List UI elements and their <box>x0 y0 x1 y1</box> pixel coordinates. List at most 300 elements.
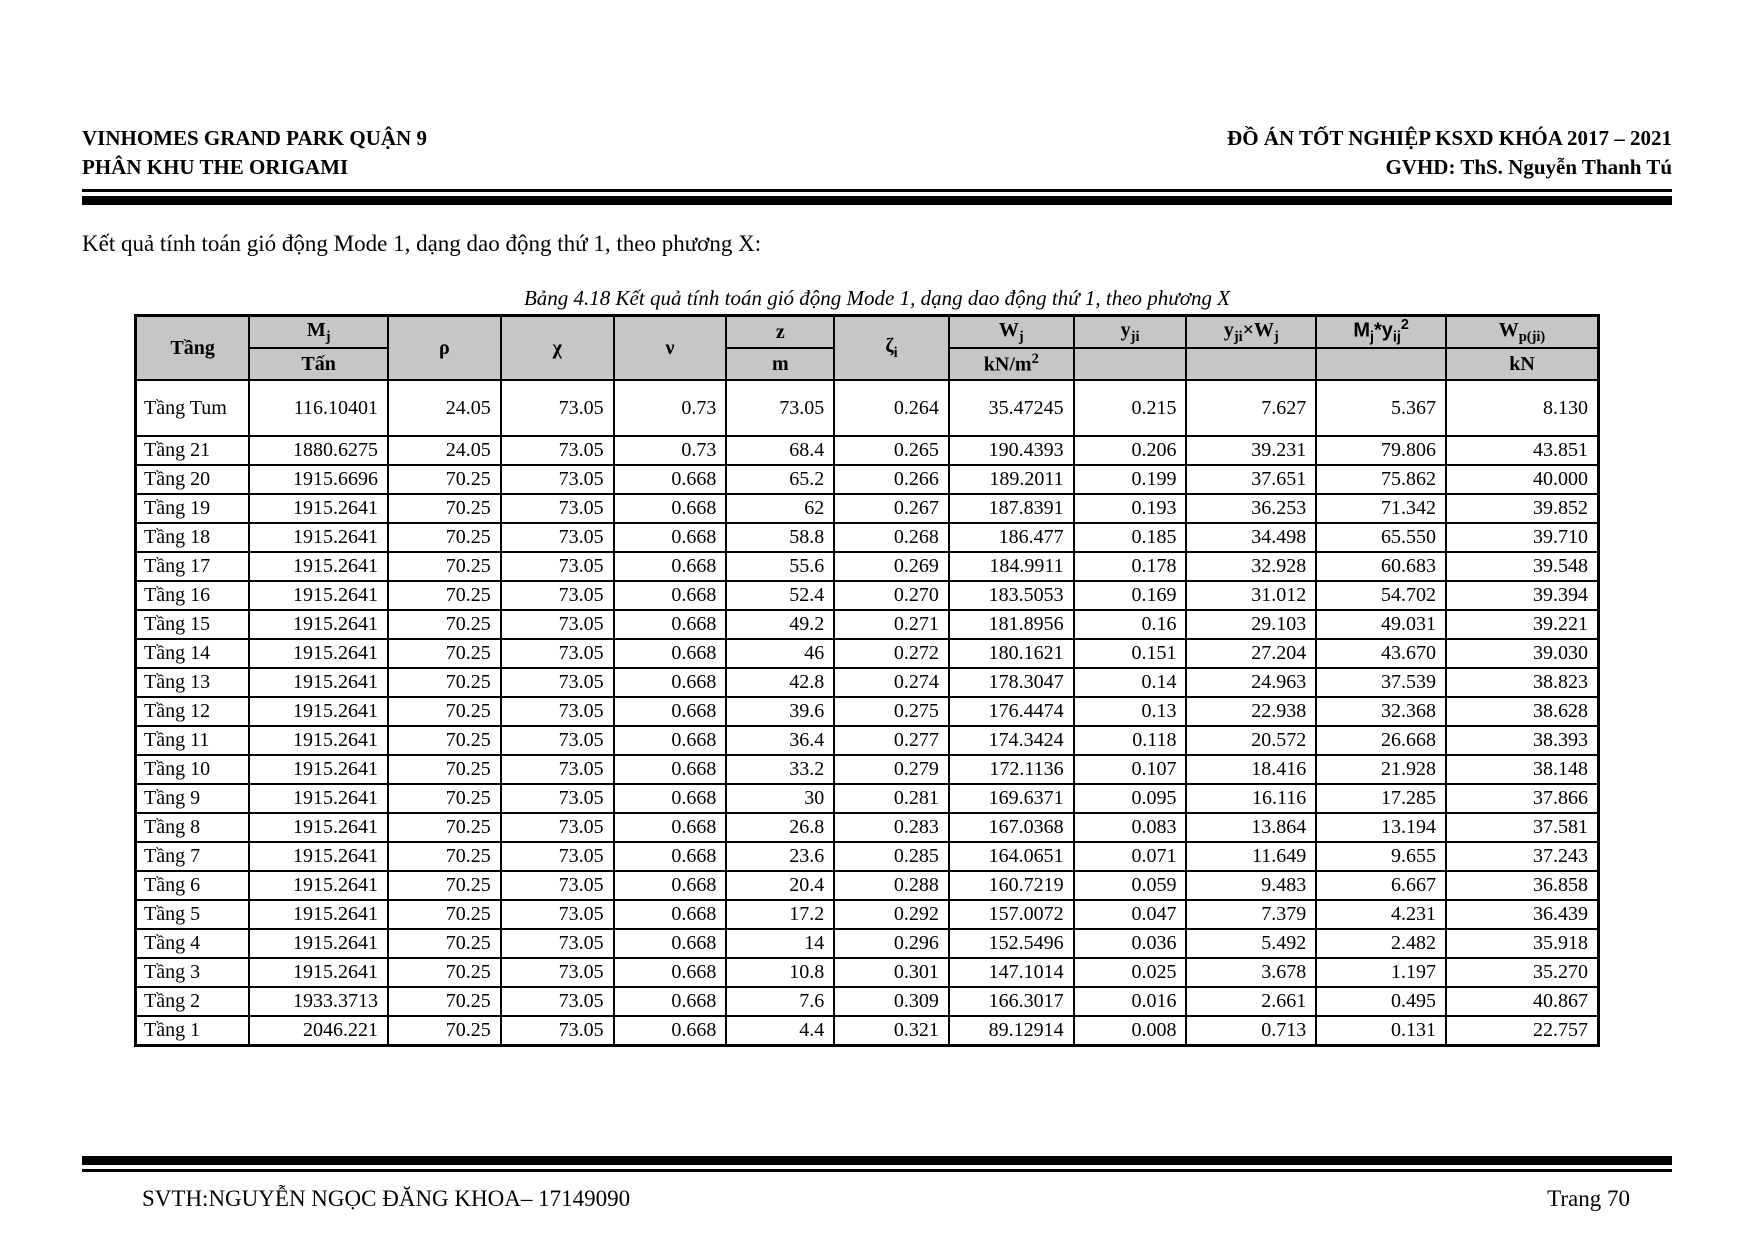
data-cell: 1915.2641 <box>249 581 388 610</box>
data-cell: 24.05 <box>388 380 501 436</box>
data-cell: 54.702 <box>1316 581 1446 610</box>
data-cell: 39.852 <box>1446 494 1599 523</box>
data-cell: 157.0072 <box>949 900 1074 929</box>
data-cell: 0.668 <box>614 784 727 813</box>
data-cell: 0.279 <box>834 755 949 784</box>
data-cell: 52.4 <box>726 581 834 610</box>
data-cell: 73.05 <box>501 523 614 552</box>
story-label: Tầng 5 <box>136 900 250 929</box>
table-body <box>136 380 1599 1045</box>
data-cell: 39.6 <box>726 697 834 726</box>
data-cell: 73.05 <box>501 494 614 523</box>
table-row <box>136 581 1599 610</box>
data-cell: 0.095 <box>1074 784 1187 813</box>
data-cell: 73.05 <box>501 610 614 639</box>
data-cell: 0.275 <box>834 697 949 726</box>
data-cell: 0.283 <box>834 813 949 842</box>
data-cell: 70.25 <box>388 1016 501 1045</box>
data-cell: 0.118 <box>1074 726 1187 755</box>
data-cell: 20.572 <box>1186 726 1316 755</box>
data-cell: 70.25 <box>388 465 501 494</box>
data-cell: 116.10401 <box>249 380 388 436</box>
data-cell: 70.25 <box>388 755 501 784</box>
data-cell: 178.3047 <box>949 668 1074 697</box>
data-cell: 38.148 <box>1446 755 1599 784</box>
data-cell: 35.270 <box>1446 958 1599 987</box>
data-cell: 1915.2641 <box>249 552 388 581</box>
data-cell: 37.651 <box>1186 465 1316 494</box>
data-cell: 1933.3713 <box>249 987 388 1016</box>
header-right-block <box>1227 124 1672 182</box>
data-cell: 13.864 <box>1186 813 1316 842</box>
header-rule-thick <box>82 196 1672 205</box>
data-cell: 73.05 <box>501 784 614 813</box>
data-cell: 70.25 <box>388 726 501 755</box>
story-label: Tầng 1 <box>136 1016 250 1045</box>
data-cell: 169.6371 <box>949 784 1074 813</box>
story-label: Tầng Tum <box>136 380 250 436</box>
data-cell: 0.16 <box>1074 610 1187 639</box>
data-cell: 14 <box>726 929 834 958</box>
data-cell: 70.25 <box>388 494 501 523</box>
data-cell: 37.866 <box>1446 784 1599 813</box>
data-cell: 0.277 <box>834 726 949 755</box>
data-cell: 164.0651 <box>949 842 1074 871</box>
table-row <box>136 436 1599 465</box>
data-cell: 73.05 <box>501 871 614 900</box>
data-cell: 0.285 <box>834 842 949 871</box>
data-cell: 1915.2641 <box>249 929 388 958</box>
table-row <box>136 668 1599 697</box>
data-cell: 0.668 <box>614 726 727 755</box>
data-cell: 0.73 <box>614 436 727 465</box>
story-label: Tầng 21 <box>136 436 250 465</box>
story-label: Tầng 11 <box>136 726 250 755</box>
data-cell: 22.757 <box>1446 1016 1599 1045</box>
col-unit-mj-yij2 <box>1316 348 1446 380</box>
table-row <box>136 494 1599 523</box>
data-cell: 60.683 <box>1316 552 1446 581</box>
data-cell: 35.47245 <box>949 380 1074 436</box>
data-cell: 39.221 <box>1446 610 1599 639</box>
data-cell: 0.668 <box>614 610 727 639</box>
data-cell: 70.25 <box>388 813 501 842</box>
data-cell: 73.05 <box>501 958 614 987</box>
data-cell: 27.204 <box>1186 639 1316 668</box>
data-cell: 0.169 <box>1074 581 1187 610</box>
data-cell: 181.8956 <box>949 610 1074 639</box>
story-label: Tầng 8 <box>136 813 250 842</box>
data-cell: 70.25 <box>388 610 501 639</box>
data-cell: 0.269 <box>834 552 949 581</box>
data-cell: 166.3017 <box>949 987 1074 1016</box>
data-cell: 17.2 <box>726 900 834 929</box>
data-cell: 1915.2641 <box>249 668 388 697</box>
data-cell: 73.05 <box>726 380 834 436</box>
data-cell: 70.25 <box>388 668 501 697</box>
project-title-line: VINHOMES GRAND PARK QUẬN 9 <box>82 126 427 150</box>
data-cell: 70.25 <box>388 842 501 871</box>
table-row <box>136 929 1599 958</box>
table-row <box>136 842 1599 871</box>
data-cell: 0.193 <box>1074 494 1187 523</box>
data-cell: 68.4 <box>726 436 834 465</box>
data-cell: 30 <box>726 784 834 813</box>
data-cell: 70.25 <box>388 523 501 552</box>
data-cell: 7.379 <box>1186 900 1316 929</box>
table-row <box>136 987 1599 1016</box>
data-cell: 176.4474 <box>949 697 1074 726</box>
table-row <box>136 639 1599 668</box>
data-cell: 1880.6275 <box>249 436 388 465</box>
footer-row <box>82 1186 1672 1212</box>
data-cell: 32.928 <box>1186 552 1316 581</box>
col-unit-wp-ji: kN <box>1446 348 1599 380</box>
data-cell: 73.05 <box>501 755 614 784</box>
data-cell: 10.8 <box>726 958 834 987</box>
data-cell: 1915.6696 <box>249 465 388 494</box>
project-subtitle-line: PHÂN KHU THE ORIGAMI <box>82 155 349 179</box>
data-cell: 22.938 <box>1186 697 1316 726</box>
data-cell: 38.823 <box>1446 668 1599 697</box>
data-cell: 23.6 <box>726 842 834 871</box>
data-cell: 26.668 <box>1316 726 1446 755</box>
page-number: Trang 70 <box>1547 1186 1630 1211</box>
data-cell: 7.627 <box>1186 380 1316 436</box>
data-cell: 73.05 <box>501 987 614 1016</box>
table-row <box>136 726 1599 755</box>
data-cell: 70.25 <box>388 581 501 610</box>
data-cell: 0.668 <box>614 1016 727 1045</box>
data-cell: 46 <box>726 639 834 668</box>
data-cell: 24.963 <box>1186 668 1316 697</box>
data-cell: 65.550 <box>1316 523 1446 552</box>
story-label: Tầng 3 <box>136 958 250 987</box>
table-row <box>136 900 1599 929</box>
table-row <box>136 871 1599 900</box>
data-cell: 73.05 <box>501 552 614 581</box>
data-cell: 34.498 <box>1186 523 1316 552</box>
data-cell: 0.713 <box>1186 1016 1316 1045</box>
story-label: Tầng 7 <box>136 842 250 871</box>
data-cell: 40.000 <box>1446 465 1599 494</box>
data-cell: 70.25 <box>388 987 501 1016</box>
data-cell: 184.9911 <box>949 552 1074 581</box>
data-cell: 0.668 <box>614 755 727 784</box>
data-cell: 73.05 <box>501 697 614 726</box>
document-footer <box>82 1156 1672 1212</box>
data-cell: 40.867 <box>1446 987 1599 1016</box>
data-cell: 0.668 <box>614 900 727 929</box>
data-cell: 31.012 <box>1186 581 1316 610</box>
table-row <box>136 523 1599 552</box>
data-cell: 0.274 <box>834 668 949 697</box>
data-cell: 70.25 <box>388 697 501 726</box>
thesis-title-line: ĐỒ ÁN TỐT NGHIỆP KSXD KHÓA 2017 – 2021 <box>1227 126 1672 150</box>
data-cell: 174.3424 <box>949 726 1074 755</box>
data-cell: 73.05 <box>501 929 614 958</box>
col-header-nu: ν <box>614 316 727 381</box>
data-cell: 2.482 <box>1316 929 1446 958</box>
data-cell: 73.05 <box>501 1016 614 1045</box>
data-cell: 36.858 <box>1446 871 1599 900</box>
data-cell: 43.670 <box>1316 639 1446 668</box>
col-header-yji: $y_{ji}$ <box>1074 316 1187 349</box>
data-cell: 73.05 <box>501 581 614 610</box>
data-cell: 0.059 <box>1074 871 1187 900</box>
data-cell: 71.342 <box>1316 494 1446 523</box>
data-cell: 29.103 <box>1186 610 1316 639</box>
data-cell: 0.151 <box>1074 639 1187 668</box>
data-cell: 9.655 <box>1316 842 1446 871</box>
data-cell: 1915.2641 <box>249 610 388 639</box>
data-cell: 1915.2641 <box>249 639 388 668</box>
data-cell: 0.668 <box>614 813 727 842</box>
data-cell: 0.185 <box>1074 523 1187 552</box>
data-cell: 0.071 <box>1074 842 1187 871</box>
data-cell: 17.285 <box>1316 784 1446 813</box>
data-cell: 1915.2641 <box>249 813 388 842</box>
story-label: Tầng 13 <box>136 668 250 697</box>
data-cell: 70.25 <box>388 552 501 581</box>
data-cell: 0.668 <box>614 581 727 610</box>
data-cell: 183.5053 <box>949 581 1074 610</box>
data-cell: 0.296 <box>834 929 949 958</box>
data-cell: 189.2011 <box>949 465 1074 494</box>
data-cell: 0.668 <box>614 987 727 1016</box>
data-cell: 73.05 <box>501 668 614 697</box>
story-label: Tầng 18 <box>136 523 250 552</box>
table-row <box>136 610 1599 639</box>
data-cell: 0.321 <box>834 1016 949 1045</box>
header-left-block <box>82 124 427 182</box>
col-unit-wj: $kN/m^2$ <box>949 348 1074 380</box>
data-cell: 0.668 <box>614 668 727 697</box>
data-cell: 0.272 <box>834 639 949 668</box>
student-info: SVTH:NGUYỄN NGỌC ĐĂNG KHOA– 17149090 <box>142 1186 631 1211</box>
data-cell: 70.25 <box>388 958 501 987</box>
table-row <box>136 813 1599 842</box>
data-cell: 70.25 <box>388 784 501 813</box>
data-cell: 70.25 <box>388 639 501 668</box>
data-cell: 65.2 <box>726 465 834 494</box>
data-cell: 42.8 <box>726 668 834 697</box>
col-header-tang: Tầng <box>136 316 250 381</box>
col-unit-z: m <box>726 348 834 380</box>
data-cell: 39.394 <box>1446 581 1599 610</box>
data-cell: 8.130 <box>1446 380 1599 436</box>
data-cell: 1915.2641 <box>249 900 388 929</box>
data-cell: 73.05 <box>501 842 614 871</box>
data-cell: 0.14 <box>1074 668 1187 697</box>
story-label: Tầng 4 <box>136 929 250 958</box>
data-cell: 73.05 <box>501 380 614 436</box>
col-unit-mj: Tấn <box>249 348 388 380</box>
story-label: Tầng 6 <box>136 871 250 900</box>
data-cell: 16.116 <box>1186 784 1316 813</box>
data-cell: 0.271 <box>834 610 949 639</box>
document-header <box>82 0 1672 205</box>
data-cell: 39.710 <box>1446 523 1599 552</box>
data-cell: 38.393 <box>1446 726 1599 755</box>
data-cell: 180.1621 <box>949 639 1074 668</box>
intro-text: Kết quả tính toán gió động Mode 1, dạng dao động thứ 1, theo phương X: <box>82 231 762 256</box>
data-cell: 73.05 <box>501 900 614 929</box>
data-cell: 0.199 <box>1074 465 1187 494</box>
data-cell: 0.178 <box>1074 552 1187 581</box>
data-cell: 0.668 <box>614 871 727 900</box>
data-cell: 0.008 <box>1074 1016 1187 1045</box>
data-cell: 172.1136 <box>949 755 1074 784</box>
data-cell: 11.649 <box>1186 842 1316 871</box>
col-header-wp-ji: $W_{p(ji)}$ <box>1446 316 1599 349</box>
data-cell: 0.268 <box>834 523 949 552</box>
data-cell: 3.678 <box>1186 958 1316 987</box>
col-header-wj: $W_j$ <box>949 316 1074 349</box>
data-cell: 75.862 <box>1316 465 1446 494</box>
data-cell: 37.581 <box>1446 813 1599 842</box>
table-row <box>136 552 1599 581</box>
story-label: Tầng 14 <box>136 639 250 668</box>
data-cell: 0.215 <box>1074 380 1187 436</box>
data-cell: 70.25 <box>388 900 501 929</box>
story-label: Tầng 17 <box>136 552 250 581</box>
data-cell: 73.05 <box>501 639 614 668</box>
data-cell: 1915.2641 <box>249 523 388 552</box>
data-cell: 0.668 <box>614 842 727 871</box>
data-cell: 1915.2641 <box>249 871 388 900</box>
data-cell: 4.4 <box>726 1016 834 1045</box>
col-unit-yji-wj <box>1186 348 1316 380</box>
data-cell: 0.13 <box>1074 697 1187 726</box>
data-cell: 62 <box>726 494 834 523</box>
data-cell: 167.0368 <box>949 813 1074 842</box>
data-cell: 89.12914 <box>949 1016 1074 1045</box>
data-cell: 0.292 <box>834 900 949 929</box>
data-cell: 190.4393 <box>949 436 1074 465</box>
data-cell: 1.197 <box>1316 958 1446 987</box>
data-cell: 18.416 <box>1186 755 1316 784</box>
data-cell: 1915.2641 <box>249 726 388 755</box>
data-cell: 0.131 <box>1316 1016 1446 1045</box>
data-cell: 0.267 <box>834 494 949 523</box>
data-cell: 0.025 <box>1074 958 1187 987</box>
data-cell: 35.918 <box>1446 929 1599 958</box>
col-header-mj-yij2: $M_j*y_{ij}^2$ <box>1316 316 1446 349</box>
story-label: Tầng 20 <box>136 465 250 494</box>
data-cell: 0.668 <box>614 465 727 494</box>
table-row <box>136 465 1599 494</box>
data-cell: 73.05 <box>501 465 614 494</box>
data-cell: 0.047 <box>1074 900 1187 929</box>
data-cell: 38.628 <box>1446 697 1599 726</box>
data-cell: 36.253 <box>1186 494 1316 523</box>
data-cell: 1915.2641 <box>249 842 388 871</box>
data-cell: 0.668 <box>614 639 727 668</box>
data-cell: 73.05 <box>501 436 614 465</box>
data-cell: 43.851 <box>1446 436 1599 465</box>
data-cell: 0.668 <box>614 523 727 552</box>
data-cell: 36.4 <box>726 726 834 755</box>
header-row <box>82 124 1672 182</box>
data-cell: 5.367 <box>1316 380 1446 436</box>
story-label: Tầng 9 <box>136 784 250 813</box>
data-cell: 70.25 <box>388 929 501 958</box>
table-head <box>136 316 1599 381</box>
data-cell: 21.928 <box>1316 755 1446 784</box>
data-cell: 55.6 <box>726 552 834 581</box>
data-cell: 1915.2641 <box>249 755 388 784</box>
data-cell: 39.030 <box>1446 639 1599 668</box>
story-label: Tầng 12 <box>136 697 250 726</box>
data-cell: 1915.2641 <box>249 494 388 523</box>
data-cell: 13.194 <box>1316 813 1446 842</box>
data-cell: 0.668 <box>614 958 727 987</box>
data-cell: 0.206 <box>1074 436 1187 465</box>
data-cell: 58.8 <box>726 523 834 552</box>
data-cell: 73.05 <box>501 726 614 755</box>
advisor-line: GVHD: ThS. Nguyễn Thanh Tú <box>1385 155 1672 179</box>
data-cell: 24.05 <box>388 436 501 465</box>
col-unit-yji <box>1074 348 1187 380</box>
story-label: Tầng 2 <box>136 987 250 1016</box>
data-cell: 0.036 <box>1074 929 1187 958</box>
data-cell: 4.231 <box>1316 900 1446 929</box>
data-cell: 26.8 <box>726 813 834 842</box>
data-cell: 0.264 <box>834 380 949 436</box>
data-cell: 186.477 <box>949 523 1074 552</box>
story-label: Tầng 10 <box>136 755 250 784</box>
table-row <box>136 697 1599 726</box>
data-cell: 0.668 <box>614 494 727 523</box>
data-cell: 49.031 <box>1316 610 1446 639</box>
story-label: Tầng 16 <box>136 581 250 610</box>
table-row <box>136 958 1599 987</box>
data-cell: 39.548 <box>1446 552 1599 581</box>
table-row <box>136 380 1599 436</box>
data-cell: 0.73 <box>614 380 727 436</box>
data-cell: 0.309 <box>834 987 949 1016</box>
data-cell: 0.016 <box>1074 987 1187 1016</box>
data-cell: 20.4 <box>726 871 834 900</box>
data-cell: 37.539 <box>1316 668 1446 697</box>
data-cell: 0.266 <box>834 465 949 494</box>
story-label: Tầng 15 <box>136 610 250 639</box>
data-cell: 0.265 <box>834 436 949 465</box>
wind-load-table <box>134 314 1600 1047</box>
col-header-yji-wj: $y_{ji}\times W_j$ <box>1186 316 1316 349</box>
data-cell: 6.667 <box>1316 871 1446 900</box>
data-cell: 79.806 <box>1316 436 1446 465</box>
data-cell: 152.5496 <box>949 929 1074 958</box>
data-cell: 7.6 <box>726 987 834 1016</box>
data-cell: 5.492 <box>1186 929 1316 958</box>
data-cell: 37.243 <box>1446 842 1599 871</box>
data-cell: 73.05 <box>501 813 614 842</box>
data-cell: 160.7219 <box>949 871 1074 900</box>
table-row <box>136 1016 1599 1045</box>
data-cell: 1915.2641 <box>249 697 388 726</box>
data-cell: 0.083 <box>1074 813 1187 842</box>
data-cell: 9.483 <box>1186 871 1316 900</box>
data-cell: 1915.2641 <box>249 784 388 813</box>
data-cell: 0.301 <box>834 958 949 987</box>
data-cell: 0.668 <box>614 929 727 958</box>
data-cell: 0.270 <box>834 581 949 610</box>
data-cell: 32.368 <box>1316 697 1446 726</box>
header-rule-thin <box>82 189 1672 192</box>
data-cell: 1915.2641 <box>249 958 388 987</box>
